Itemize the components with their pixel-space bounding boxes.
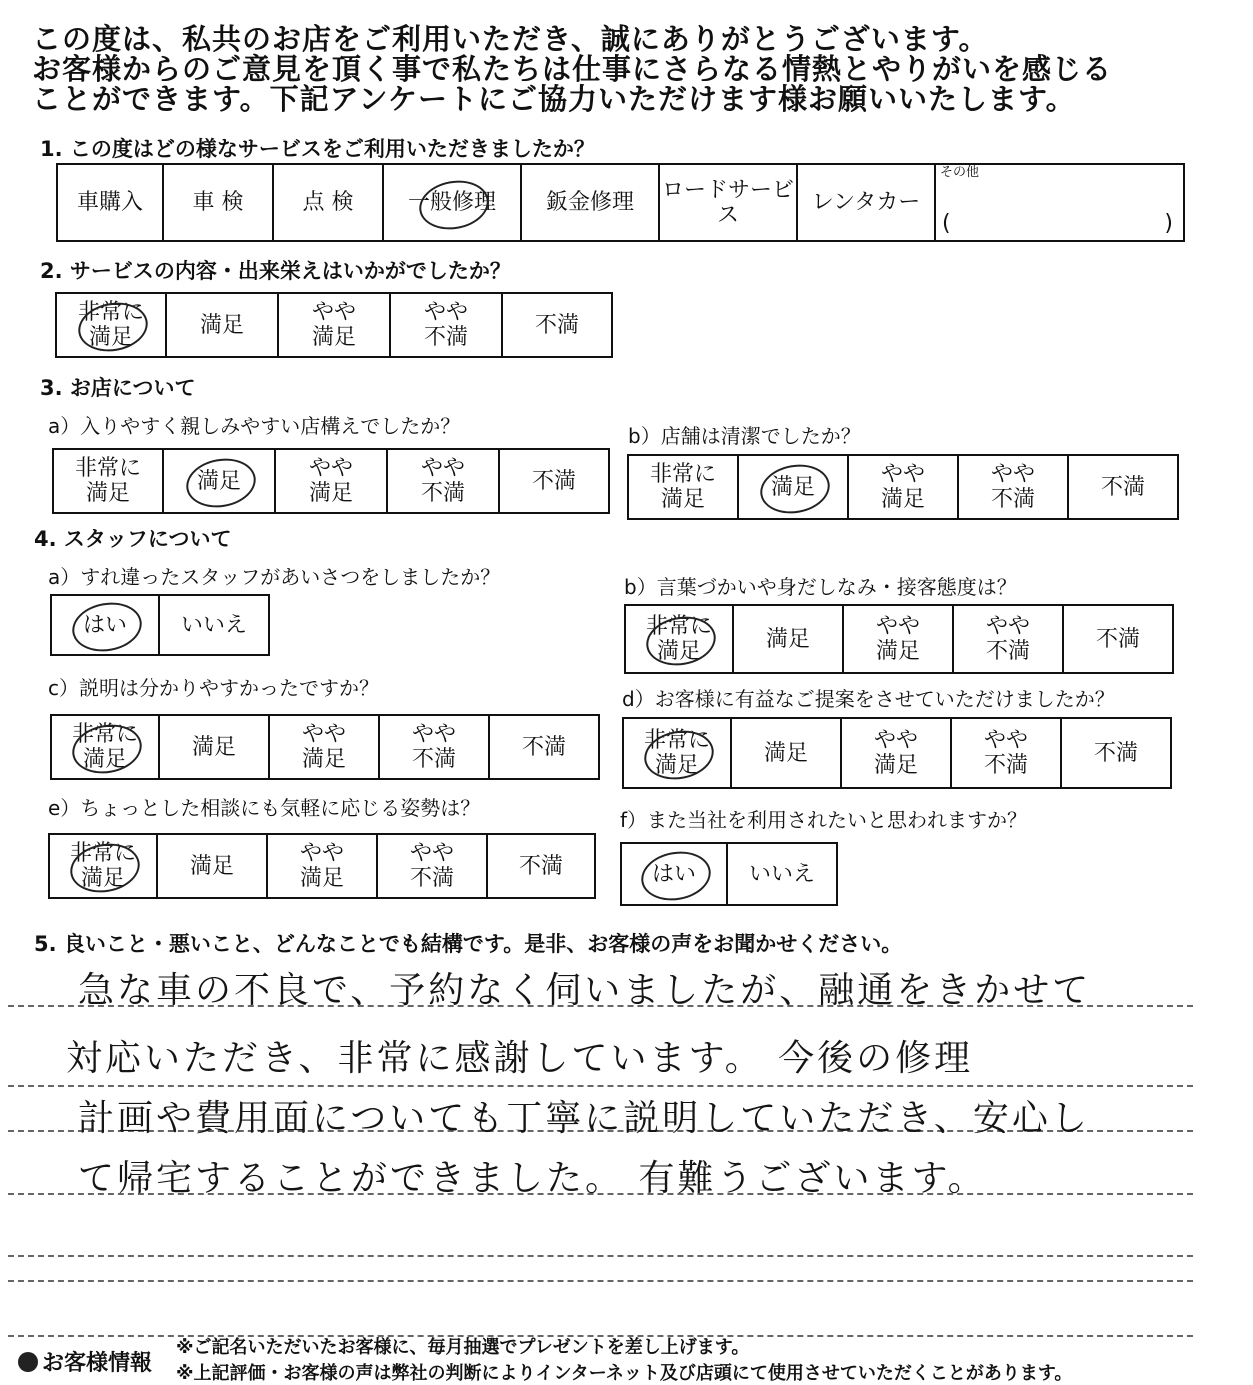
q4b-option-1[interactable]: 非常に 満足 (625, 605, 733, 673)
comment-line-2: 対応いただき、非常に感謝しています。 今後の修理 (66, 1038, 974, 1079)
q3b-option-4[interactable]: やや 不満 (958, 455, 1068, 519)
q3b-option-1[interactable]: 非常に 満足 (628, 455, 738, 519)
answer-line (8, 1280, 1193, 1282)
q4a-title: a）すれ違ったスタッフがあいさつをしましたか？ (48, 565, 501, 589)
q4b-options (624, 604, 1174, 674)
q3b-option-2[interactable]: 満足 (738, 455, 848, 519)
bullet-dot (18, 1352, 38, 1372)
q4d-options (622, 717, 1172, 789)
q1-option-5[interactable]: 鈑金修理 (521, 164, 659, 241)
answer-line (8, 1255, 1193, 1257)
q4a-option-2[interactable]: いいえ (159, 595, 269, 655)
q2-option-5[interactable]: 不満 (502, 293, 612, 357)
q4c-option-2[interactable]: 満足 (159, 715, 269, 779)
q3-title: 3. お店について (40, 376, 196, 400)
q2-option-1[interactable]: 非常に 満足 (56, 293, 166, 357)
q1-option-2[interactable]: 車 検 (163, 164, 273, 241)
q4c-option-4[interactable]: やや 不満 (379, 715, 489, 779)
q4e-option-1[interactable]: 非常に 満足 (49, 834, 157, 898)
q3b-options (627, 454, 1179, 520)
q2-title: 2. サービスの内容・出来栄えはいかがでしたか？ (40, 259, 511, 283)
footer-note-1: ※ご記名いただいたお客様に、毎月抽選でプレゼントを差し上げます。 (176, 1337, 750, 1358)
q4c-option-1[interactable]: 非常に 満足 (51, 715, 159, 779)
q4c-title: c）説明は分かりやすかったですか？ (48, 676, 379, 700)
q1-title: 1. この度はどの様なサービスをご利用いただきましたか？ (40, 137, 595, 161)
q2-options (55, 292, 613, 358)
comment-line-3: 計画や費用面についても丁寧に説明していただき、安心し (78, 1098, 1090, 1139)
customer-info-label: お客様情報 (42, 1351, 153, 1376)
comment-line-1: 急な車の不良で、予約なく伺いましたが、融通をきかせて (78, 970, 1092, 1011)
q1-other-close: ) (1164, 211, 1173, 236)
q4d-option-3[interactable]: やや 満足 (841, 718, 951, 788)
q4-title: 4. スタッフについて (34, 527, 232, 551)
q2-option-3[interactable]: やや 満足 (278, 293, 390, 357)
q3a-option-5[interactable]: 不満 (499, 449, 609, 513)
q3a-option-2[interactable]: 満足 (163, 449, 275, 513)
q1-option-1[interactable]: 車購入 (57, 164, 163, 241)
q4b-title: b）言葉づかいや身だしなみ・接客態度は？ (624, 575, 1017, 599)
q4c-options (50, 714, 600, 780)
q3a-title: a）入りやすく親しみやすい店構えでしたか？ (48, 414, 461, 438)
q4b-option-4[interactable]: やや 不満 (953, 605, 1063, 673)
q4a-option-1[interactable]: はい (51, 595, 159, 655)
q1-other-cell[interactable] (935, 164, 1184, 241)
customer-info-heading (18, 1346, 152, 1377)
q4d-title: d）お客様に有益なご提案をさせていただけましたか？ (622, 687, 1115, 711)
q2-option-2[interactable]: 満足 (166, 293, 278, 357)
q4c-option-3[interactable]: やや 満足 (269, 715, 379, 779)
q4f-options (620, 842, 838, 906)
q2-option-4[interactable]: やや 不満 (390, 293, 502, 357)
q3a-option-3[interactable]: やや 満足 (275, 449, 387, 513)
q4b-option-5[interactable]: 不満 (1063, 605, 1173, 673)
q4e-title: e）ちょっとした相談にも気軽に応じる姿勢は？ (48, 796, 481, 820)
q1-other-label: その他 (940, 165, 980, 180)
q1-option-3[interactable]: 点 検 (273, 164, 383, 241)
q4e-option-2[interactable]: 満足 (157, 834, 267, 898)
q3a-option-1[interactable]: 非常に 満足 (53, 449, 163, 513)
q3a-options (52, 448, 610, 514)
q4e-options (48, 833, 596, 899)
q4e-option-5[interactable]: 不満 (487, 834, 595, 898)
q4f-title: f）また当社を利用されたいと思われますか？ (620, 808, 1028, 832)
q4d-option-2[interactable]: 満足 (731, 718, 841, 788)
q1-other-open: ( (942, 211, 951, 236)
comment-line-4: て帰宅することができました。 有難うございます。 (78, 1158, 987, 1199)
q4e-option-4[interactable]: やや 不満 (377, 834, 487, 898)
q1-option-7[interactable]: レンタカー (797, 164, 935, 241)
q1-options (56, 163, 1185, 242)
q5-title: 5. 良いこと・悪いこと、どんなことでも結構です。是非、お客様の声をお聞かせください。 (34, 932, 903, 956)
q4c-option-5[interactable]: 不満 (489, 715, 599, 779)
q4f-option-2[interactable]: いいえ (727, 843, 837, 905)
q3b-option-3[interactable]: やや 満足 (848, 455, 958, 519)
q3b-title: b）店舗は清潔でしたか？ (628, 424, 861, 448)
footer-note-2: ※上記評価・お客様の声は弊社の判断によりインターネット及び店頭にて使用させていただくことがあります。 (176, 1363, 1073, 1384)
q4d-option-1[interactable]: 非常に 満足 (623, 718, 731, 788)
answer-line (8, 1085, 1193, 1087)
q4b-option-2[interactable]: 満足 (733, 605, 843, 673)
q3a-option-4[interactable]: やや 不満 (387, 449, 499, 513)
q4d-option-4[interactable]: やや 不満 (951, 718, 1061, 788)
q4e-option-3[interactable]: やや 満足 (267, 834, 377, 898)
q4f-option-1[interactable]: はい (621, 843, 727, 905)
q3b-option-5[interactable]: 不満 (1068, 455, 1178, 519)
q4b-option-3[interactable]: やや 満足 (843, 605, 953, 673)
q4d-option-5[interactable]: 不満 (1061, 718, 1171, 788)
q1-option-4[interactable]: 一般修理 (383, 164, 521, 241)
q1-option-6[interactable]: ロードサービス (659, 164, 797, 241)
q4a-options (50, 594, 270, 656)
intro-text: この度は、私共のお店をご利用いただき、誠にありがとうございます。 お客様からのご意見を頂く事で私たちは仕事にさらなる情熱とやりがいを感じる ことができます。下記アンケートにご協力いただけます様お願いいたします。 (32, 22, 1113, 116)
